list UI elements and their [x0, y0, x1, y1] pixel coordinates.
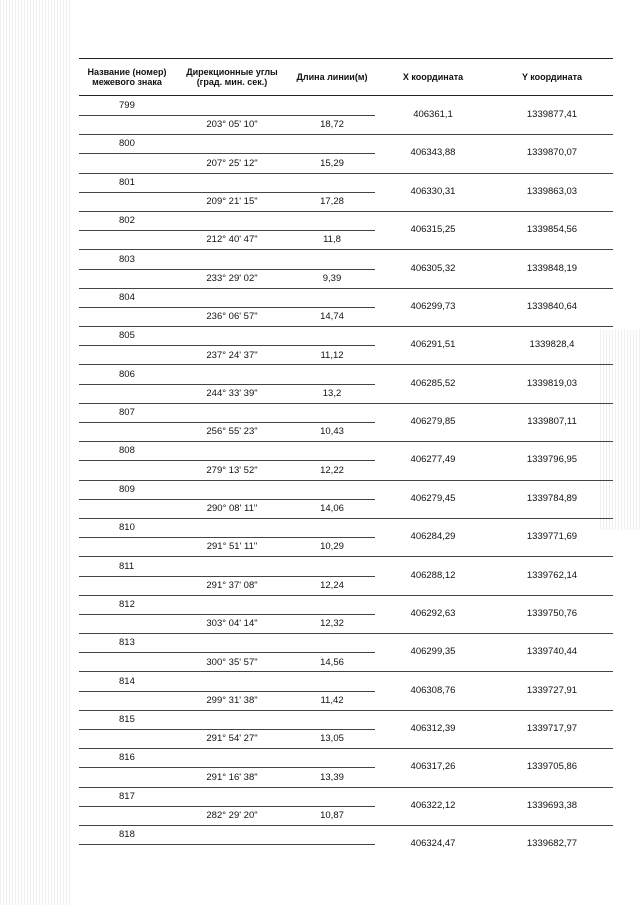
point-row — [79, 480, 613, 504]
segment-length: 12,22 — [320, 464, 344, 476]
point-x: 406284,29 — [410, 531, 456, 543]
point-y: 1339762,14 — [526, 569, 578, 581]
point-row — [79, 134, 613, 159]
point-x: 406317,26 — [410, 761, 456, 773]
point-y: 1339693,38 — [526, 799, 578, 811]
point-x: 406361,1 — [413, 109, 453, 121]
segment-length: 10,29 — [320, 541, 344, 553]
point-name: 809 — [119, 483, 135, 495]
segment-angle: 291° 16' 38" — [206, 771, 258, 783]
point-y: 1339870,07 — [526, 147, 578, 159]
segment-row — [79, 115, 613, 134]
point-name: 810 — [119, 522, 135, 534]
point-name: 816 — [119, 752, 135, 764]
segment-row — [79, 537, 613, 556]
header-length: Длина линии(м) — [296, 72, 368, 82]
segment-row — [79, 499, 613, 518]
segment-length: 15,29 — [320, 157, 344, 169]
point-row — [79, 710, 613, 735]
point-y: 1339740,44 — [526, 646, 578, 658]
point-y: 1339848,19 — [526, 262, 578, 274]
point-y: 1339796,95 — [526, 454, 578, 466]
segment-length: 14,74 — [320, 311, 344, 323]
point-y: 1339682,77 — [526, 838, 578, 850]
segment-angle: 236° 06' 57" — [206, 311, 258, 323]
segment-angle: 207° 25' 12" — [206, 157, 258, 169]
point-name: 800 — [119, 138, 135, 150]
segment-angle: 282° 29' 20" — [206, 810, 258, 822]
segment-row — [79, 345, 613, 364]
segment-angle: 291° 37' 08" — [206, 579, 258, 591]
point-y: 1339717,97 — [526, 723, 578, 735]
segment-angle: 244° 33' 39" — [206, 387, 258, 399]
header-x: X координата — [402, 72, 464, 82]
segment-length: 14,56 — [320, 656, 344, 668]
segment-length: 12,24 — [320, 579, 344, 591]
header-y: Y координата — [521, 72, 583, 82]
point-row — [79, 403, 613, 428]
segment-row — [79, 154, 613, 173]
segment-row — [79, 461, 613, 480]
point-x: 406330,31 — [410, 185, 456, 197]
segment-length: 10,87 — [320, 810, 344, 822]
segment-length: 11,8 — [323, 234, 341, 246]
point-x: 406305,32 — [410, 262, 456, 274]
table-header — [79, 58, 613, 96]
point-row — [79, 250, 613, 274]
point-row — [79, 211, 613, 236]
point-name: 813 — [119, 637, 135, 649]
point-row — [79, 518, 613, 543]
segment-angle: 291° 51' 11" — [206, 541, 258, 553]
point-name: 802 — [119, 215, 135, 227]
segment-row — [79, 384, 613, 403]
point-row — [79, 288, 613, 312]
point-y: 1339877,41 — [526, 109, 578, 121]
point-x: 406315,25 — [410, 224, 456, 236]
point-x: 406292,63 — [410, 607, 456, 619]
point-x: 406285,52 — [410, 377, 456, 389]
point-x: 406277,49 — [410, 454, 456, 466]
segment-length: 11,42 — [320, 694, 344, 706]
point-x: 406291,51 — [410, 339, 456, 351]
segment-row — [79, 691, 613, 710]
point-y: 1339727,91 — [526, 684, 578, 696]
segment-angle: 256° 55' 23" — [206, 426, 258, 438]
segment-row — [79, 576, 613, 595]
point-y: 1339771,69 — [526, 531, 578, 543]
segment-angle: 300° 35' 57" — [206, 656, 258, 668]
point-row — [79, 633, 613, 658]
segment-length: 13,39 — [320, 771, 344, 783]
segment-row — [79, 652, 613, 671]
segment-length: 10,43 — [320, 426, 344, 438]
point-x: 406288,12 — [410, 569, 456, 581]
point-y: 1339840,64 — [526, 300, 578, 312]
point-row — [79, 96, 613, 121]
point-name: 803 — [119, 253, 135, 265]
point-x: 406299,73 — [410, 300, 456, 312]
segment-row — [79, 614, 613, 633]
segment-row — [79, 230, 613, 249]
point-x: 406322,12 — [410, 799, 456, 811]
point-y: 1339784,89 — [526, 492, 578, 504]
segment-angle: 291° 54' 27" — [206, 733, 258, 745]
point-y: 1339750,76 — [526, 607, 578, 619]
point-y: 1339705,86 — [526, 761, 578, 773]
segment-length: 11,12 — [320, 349, 344, 361]
point-y: 1339819,03 — [526, 377, 578, 389]
point-row — [79, 173, 613, 197]
point-name: 801 — [119, 176, 135, 188]
point-row — [79, 557, 613, 581]
segment-angle: 209° 21' 15" — [206, 196, 258, 208]
table-body — [79, 96, 613, 850]
segment-angle: 299° 31' 38" — [206, 694, 258, 706]
segment-angle: 233° 29' 02" — [206, 272, 258, 284]
point-x: 406299,35 — [410, 646, 456, 658]
point-name: 806 — [119, 368, 135, 380]
segment-length: 18,72 — [320, 119, 344, 131]
point-name: 817 — [119, 790, 135, 802]
segment-length: 13,05 — [320, 733, 344, 745]
point-row — [79, 441, 613, 466]
point-name: 815 — [119, 714, 135, 726]
segment-length: 14,06 — [320, 503, 344, 515]
point-name: 799 — [119, 100, 135, 112]
header-name: Название (номер) межевого знака — [87, 67, 167, 87]
point-x: 406308,76 — [410, 684, 456, 696]
point-y: 1339863,03 — [526, 185, 578, 197]
segment-angle: 290° 08' 11" — [206, 503, 258, 515]
point-name: 818 — [119, 829, 135, 841]
segment-length: 17,28 — [320, 196, 344, 208]
point-x: 406279,45 — [410, 492, 456, 504]
segment-angle: 303° 04' 14" — [206, 618, 258, 630]
header-angle: Дирекционные углы (град. мин. сек.) — [186, 67, 278, 87]
point-row — [79, 595, 613, 619]
segment-length: 9,39 — [322, 272, 342, 284]
point-name: 807 — [119, 407, 135, 419]
point-y: 1339854,56 — [526, 224, 578, 236]
point-x: 406343,88 — [410, 147, 456, 159]
point-row — [79, 365, 613, 389]
point-x: 406324,47 — [410, 838, 456, 850]
segment-row — [79, 269, 613, 288]
segment-row — [79, 806, 613, 825]
boundary-points-table — [79, 58, 613, 850]
point-name: 804 — [119, 291, 135, 303]
point-row — [79, 825, 613, 850]
point-name: 805 — [119, 330, 135, 342]
segment-row — [79, 192, 613, 211]
point-name: 811 — [119, 560, 135, 572]
point-name: 808 — [119, 445, 135, 457]
segment-row — [79, 768, 613, 787]
point-row — [79, 672, 613, 696]
point-name: 812 — [119, 598, 135, 610]
point-y: 1339828,4 — [529, 339, 575, 351]
segment-angle: 237° 24' 37" — [206, 349, 258, 361]
scan-noise-left — [0, 0, 70, 905]
point-row — [79, 326, 613, 351]
segment-row — [79, 422, 613, 441]
segment-length: 12,32 — [320, 618, 344, 630]
point-y: 1339807,11 — [527, 416, 577, 428]
segment-angle: 203° 05' 10" — [206, 119, 258, 131]
point-x: 406279,85 — [410, 416, 456, 428]
segment-angle: 279° 13' 52" — [206, 464, 258, 476]
segment-length: 13,2 — [322, 387, 342, 399]
segment-row — [79, 729, 613, 748]
point-x: 406312,39 — [410, 723, 456, 735]
segment-row — [79, 307, 613, 326]
point-row — [79, 748, 613, 773]
point-name: 814 — [119, 675, 135, 687]
segment-angle: 212° 40' 47" — [206, 234, 258, 246]
point-row — [79, 787, 613, 811]
